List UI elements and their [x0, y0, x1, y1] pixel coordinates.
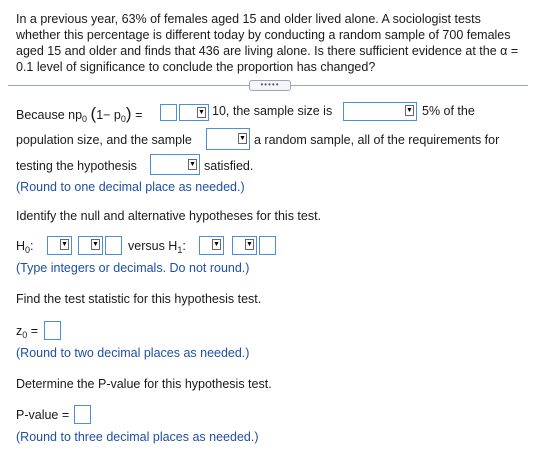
pvalue-input[interactable] [74, 405, 91, 424]
pvalue-prompt: Determine the P-value for this hypothesis test. [16, 377, 272, 391]
chevron-down-icon: ▼ [189, 161, 196, 168]
h0-operator-select[interactable] [78, 236, 103, 255]
h1-subscript: 1 [177, 245, 183, 255]
problem-statement: In a previous year, 63% of females aged 15 and older lived alone. A sociologist tests whether this percentage is different today by conducting a random sample of 700 females aged 15 and older and finds that 436 are living alone. Is there sufficient evidence at the α = 0.1 level of significance to conclude the proportion has changed? [16, 12, 519, 74]
round-note-2: (Type integers or decimals. Do not round.) [16, 261, 250, 275]
because-label: Because np [16, 108, 83, 122]
chevron-down-icon: ▼ [198, 109, 205, 116]
close-paren: ) [125, 104, 132, 123]
chevron-down-icon: ▼ [406, 107, 413, 114]
sample-size-select[interactable] [343, 102, 417, 121]
z0-label [16, 324, 38, 340]
satisfied-text: satisfied. [204, 159, 254, 173]
ten-text: 10, the sample size is [212, 104, 333, 118]
condition-line-1 [16, 104, 142, 124]
z0-subscript: 0 [22, 330, 28, 340]
z-letter: z [16, 324, 23, 338]
chevron-down-icon: ▼ [61, 241, 68, 248]
h0-label [16, 239, 34, 255]
h1-operator-select[interactable] [232, 236, 257, 255]
chevron-down-icon: ▼ [246, 241, 253, 248]
versus-label [128, 239, 186, 255]
npq-input[interactable] [160, 104, 177, 121]
h-letter: H [16, 239, 26, 253]
random-sample-select[interactable] [206, 128, 250, 150]
versus-text: versus H [128, 239, 178, 253]
colon: : [30, 239, 34, 253]
chevron-down-icon: ▼ [213, 241, 220, 248]
h0-param-select[interactable] [47, 236, 72, 255]
p0-subscript-2: 0 [120, 114, 126, 124]
pvalue-label: P-value = [16, 408, 70, 422]
random-text: a random sample, all of the requirements for [254, 133, 500, 147]
z0-input[interactable] [44, 321, 61, 340]
pct-text: 5% of the [422, 104, 475, 118]
testing-text: testing the hypothesis [16, 159, 137, 173]
chevron-down-icon: ▼ [239, 135, 246, 142]
equals-sign: = [30, 324, 39, 338]
chevron-down-icon: ▼ [92, 241, 99, 248]
one-minus-label: 1− p [96, 108, 121, 122]
test-stat-prompt: Find the test statistic for this hypothesis test. [16, 292, 262, 306]
comparison-select-1[interactable] [179, 104, 209, 121]
population-text: population size, and the sample [16, 133, 192, 147]
colon: : [182, 239, 186, 253]
equals-sign: = [135, 108, 143, 122]
round-note-3: (Round to two decimal places as needed.) [16, 346, 250, 360]
h0-value-input[interactable] [105, 236, 122, 255]
p0-subscript: 0 [82, 114, 88, 124]
h0-subscript: 0 [25, 245, 31, 255]
more-button[interactable]: ••••• [249, 80, 291, 91]
round-note-4: (Round to three decimal places as needed.) [16, 430, 259, 444]
open-paren: ( [90, 104, 97, 123]
h1-param-select[interactable] [199, 236, 224, 255]
hypotheses-prompt: Identify the null and alternative hypotheses for this test. [16, 209, 322, 223]
h1-value-input[interactable] [259, 236, 276, 255]
satisfied-select[interactable] [150, 154, 200, 175]
round-note-1: (Round to one decimal place as needed.) [16, 180, 245, 194]
